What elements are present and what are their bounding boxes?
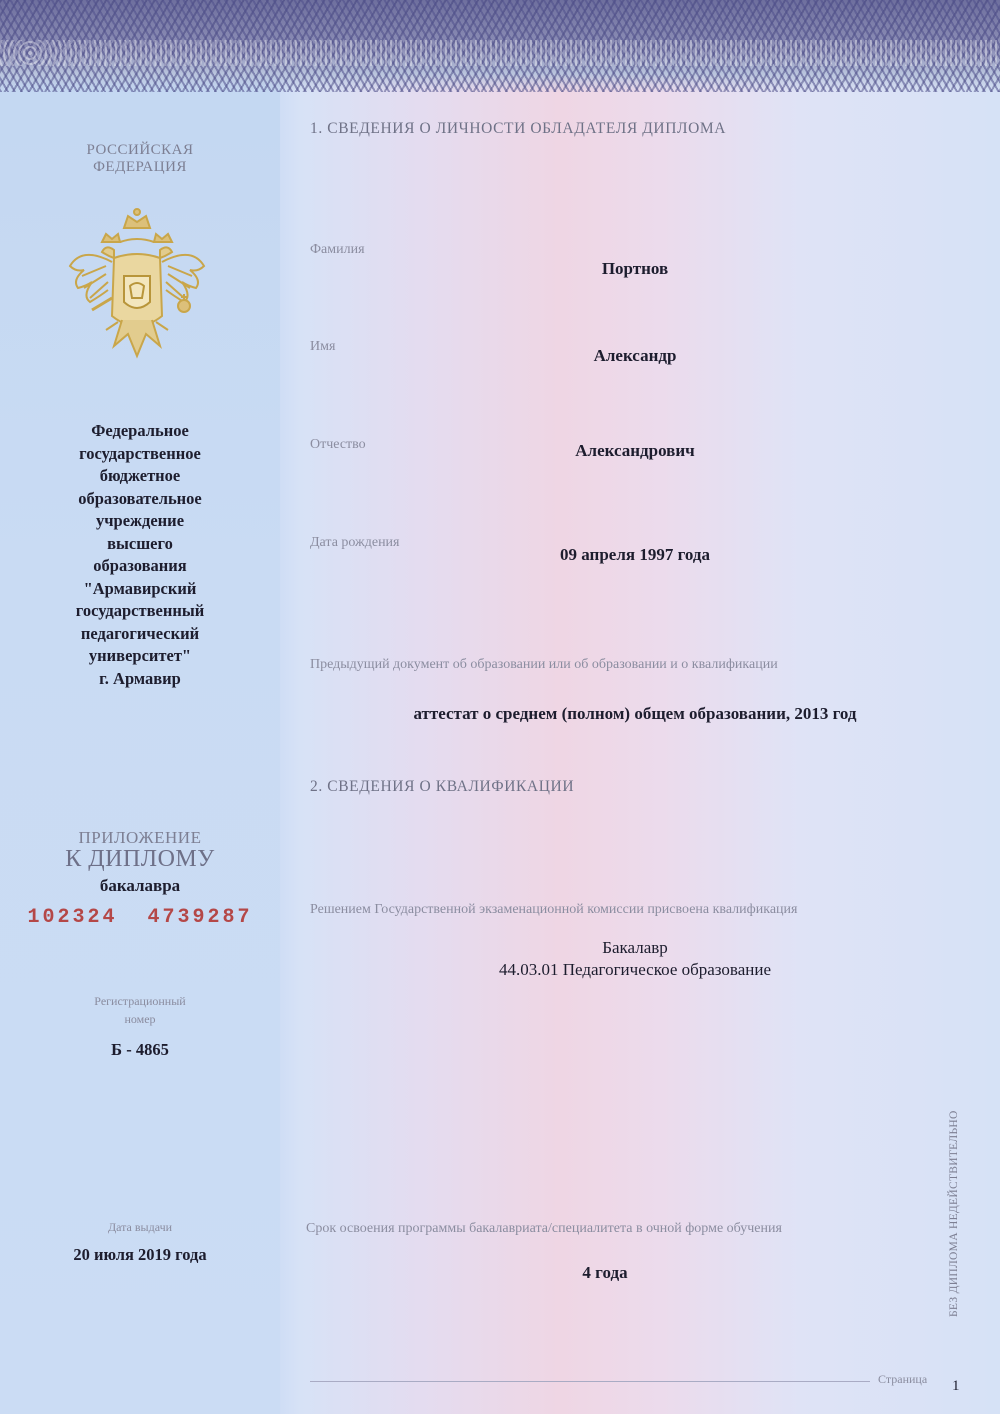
guilloche-border [0,0,1000,92]
university-line: государственное [79,443,201,463]
university-line: высшего [107,533,173,553]
university-line: образовательное [78,488,202,508]
footer-divider [310,1381,870,1382]
name-label: Имя [310,339,336,354]
birth-date-value: 09 апреля 1997 года [560,545,710,564]
university-line: учреждение [95,511,185,530]
university-line: государственный [75,601,205,620]
previous-document-value: аттестат о среднем (полном) общем образовании, 2013 год [413,704,857,723]
russian-coat-of-arms-icon [62,206,212,376]
section-1-heading: 1. СВЕДЕНИЯ О ЛИЧНОСТИ ОБЛАДАТЕЛЯ ДИПЛОМА [310,120,727,137]
university-line: Федеральное [91,421,189,440]
degree-level: бакалавра [99,876,181,895]
qualification-decision-label: Решением Государственной экзаменационной комиссии присвоена квалификация [310,902,798,917]
surname-value: Портнов [601,259,669,278]
university-line: университет" [88,646,192,665]
birth-date-label: Дата рождения [310,535,400,550]
surname-label: Фамилия [310,242,365,257]
university-line: образования [93,556,187,575]
country-name [30,142,250,176]
university-line: бюджетное [99,466,181,485]
page-number: 1 [952,1378,960,1394]
appendix-title-line-1: ПРИЛОЖЕНИЕ [78,828,202,847]
reg-number-value: Б - 4865 [111,1040,169,1059]
issue-date-value: 20 июля 2019 года [73,1245,207,1264]
study-duration-label: Срок освоения программы бакалавриата/специалитета в очной форме обучения [306,1221,782,1236]
specialty-value: 44.03.01 Педагогическое образование [498,960,772,979]
serial-number: 102324 4739287 [27,906,253,929]
section-2-heading: 2. СВЕДЕНИЯ О КВАЛИФИКАЦИИ [310,778,575,795]
issue-date-label: Дата выдачи [107,1220,173,1234]
university-line: г. Армавир [99,668,181,688]
patronymic-value: Александрович [575,441,695,460]
country-line-2: ФЕДЕРАЦИЯ [93,159,187,175]
university-line: педагогический [80,623,200,643]
qualification-value: Бакалавр [602,938,668,957]
previous-document-label: Предыдущий документ об образовании или об образовании и о квалификации [310,657,778,672]
reg-number-label-line-2: номер [124,1012,156,1026]
university-line: "Армавирский [83,578,197,598]
page-label: Страница [878,1372,928,1386]
study-duration-value: 4 года [582,1263,628,1282]
name-value: Александр [593,346,677,365]
university-name [30,420,250,690]
reg-number-label-line-1: Регистрационный [94,994,186,1008]
validity-note: БЕЗ ДИПЛОМА НЕДЕЙСТВИТЕЛЬНО [948,1110,960,1318]
appendix-title-line-2: К ДИПЛОМУ [65,846,215,872]
patronymic-label: Отчество [310,437,366,452]
country-line-1: РОССИЙСКАЯ [86,142,194,158]
